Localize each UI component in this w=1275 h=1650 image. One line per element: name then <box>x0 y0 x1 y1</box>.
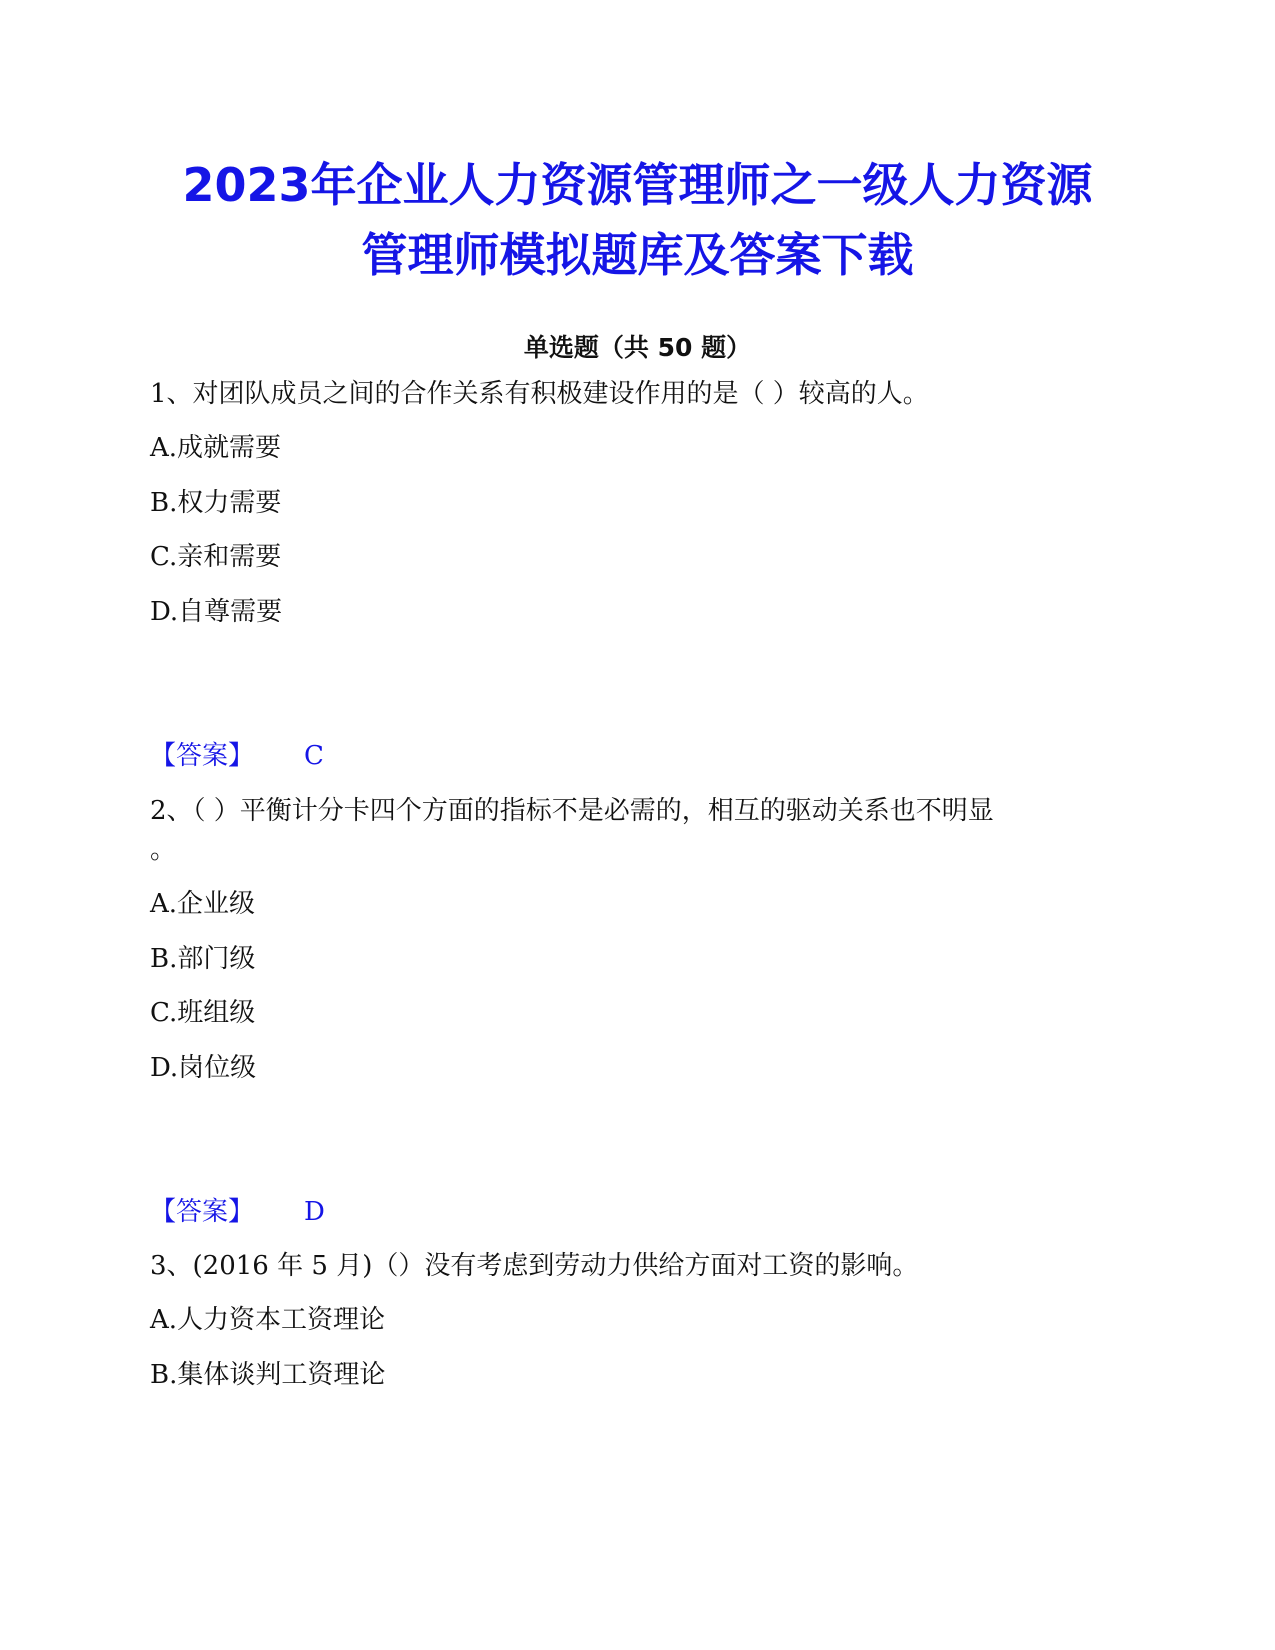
section-heading: 单选题（共 50 题） <box>523 333 752 362</box>
question-2-answer <box>150 1194 325 1230</box>
document-title-line-2: 管理师模拟题库及答案下载 <box>361 228 914 282</box>
question-2-stem: 2、（ ）平衡计分卡四个方面的指标不是必需的，相互的驱动关系也不明显 <box>150 796 994 826</box>
question-1-option-d: D.自尊需要 <box>150 597 283 627</box>
question-2-stem-continued: 。 <box>150 835 177 865</box>
answer-value: C <box>304 741 324 771</box>
question-2-option-c: C.班组级 <box>150 998 256 1028</box>
document-title-line-1: 2023年企业人力资源管理师之一级人力资源 <box>182 158 1093 212</box>
answer-label: 【答案】 <box>150 1197 255 1227</box>
question-1-answer <box>150 738 324 774</box>
question-1-option-b: B.权力需要 <box>150 488 282 518</box>
answer-value: D <box>304 1197 325 1227</box>
question-1-option-c: C.亲和需要 <box>150 542 282 572</box>
question-2-option-d: D.岗位级 <box>150 1053 257 1083</box>
question-2-option-a: A.企业级 <box>150 889 256 919</box>
question-3-option-a: A.人力资本工资理论 <box>150 1305 386 1335</box>
question-3-option-b: B.集体谈判工资理论 <box>150 1360 386 1390</box>
answer-label: 【答案】 <box>150 741 255 771</box>
question-1-option-a: A.成就需要 <box>150 433 282 463</box>
question-1-stem: 1、对团队成员之间的合作关系有积极建设作用的是（ ）较高的人。 <box>150 379 929 409</box>
question-2-option-b: B.部门级 <box>150 944 256 974</box>
question-3-stem: 3、(2016 年 5 月)（）没有考虑到劳动力供给方面对工资的影响。 <box>150 1251 919 1281</box>
